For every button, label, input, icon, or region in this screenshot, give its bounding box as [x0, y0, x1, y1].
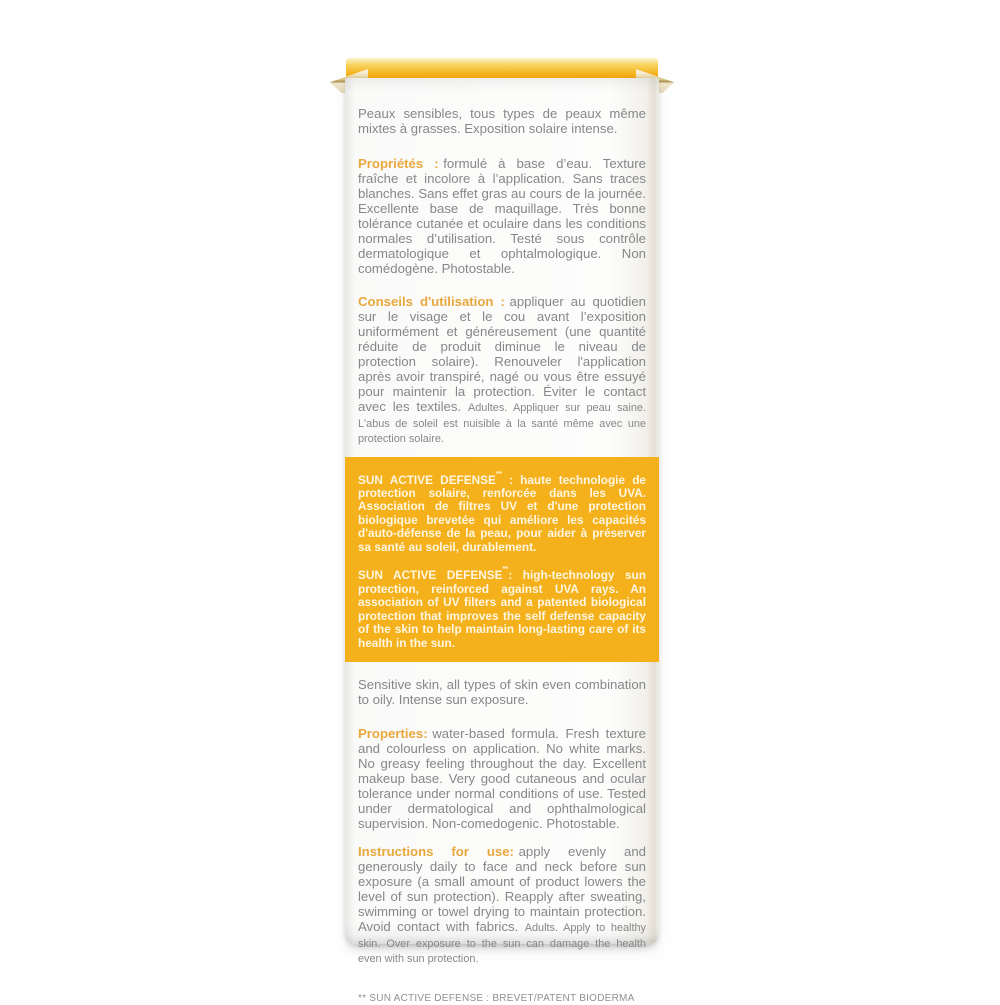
usage-heading-fr: Conseils d'utilisation : [358, 294, 505, 309]
usage-warning-fr: Adultes. Appliquer sur peau saine. L'abus de soleil est nuisible à la santé même avec une protection solaire. [358, 402, 647, 445]
band-brand-en: SUN ACTIVE DEFENSE [358, 568, 503, 583]
band-body-fr: haute technologie de protection solaire, renforcée dans les UVA. Association de filtres UV et d'une protection biologique brevetée qui améliore les capacités d'auto-défense de la peau, pour aider à préserver sa santé au soleil, durablement. [358, 472, 646, 554]
english-text-section [345, 677, 659, 1005]
properties-paragraph-en [358, 726, 646, 831]
french-text-section [345, 106, 659, 446]
box-back-panel [345, 78, 659, 1004]
band-separator-fr: : [501, 472, 521, 487]
properties-heading-en: Properties: [358, 726, 428, 742]
properties-body-fr: formulé à base d’eau. Texture fraîche et incolore à l’application. Sans traces blanches. Sans effet gras au cours de la journée. Excellente base de maquillage. Très bonne tolérance cutanée et oculaire dans les conditions normales d’utilisation. Testé sous contrôle dermatologique et ophtalmologique. Non comédogène. Photostable. [358, 156, 646, 276]
properties-body-en: water-based formula. Fresh texture and colourless on application. No white marks. No greasy feeling throughout the day. Excellent makeup base. Very good cutaneous and ocular tolerance under normal conditions of use. Tested under dermatological and ophthalmological supervision. Non-comedogenic. Photostable. [358, 726, 646, 832]
properties-paragraph-fr [358, 156, 646, 276]
instructions-warning-en: Adults. Apply to healthy skin. Over exposure to the sun can damage the health even with sun protection. [358, 922, 646, 966]
instructions-paragraph-en [358, 844, 646, 966]
product-box [345, 58, 659, 1004]
properties-heading-fr: Propriétés : [358, 156, 439, 171]
band-footnote-marker-en: ** [502, 564, 509, 574]
instructions-body-en: apply evenly and generously daily to face and neck before sun exposure (a small amount of product lowers the level of sun protection). Reapply after sweating, swimming or towel drying to maintain protection. Avoid contact with fabrics. [358, 844, 646, 935]
sun-active-defense-band [345, 457, 659, 663]
skin-type-text-fr: Peaux sensibles, tous types de peaux même mixtes à grasses. Exposition solaire intense. [358, 106, 646, 136]
usage-paragraph-fr [358, 294, 646, 446]
band-footnote-marker-fr: ** [495, 468, 502, 478]
band-body-en: high-technology sun protection, reinforced against UVA rays. An association of UV filters and a patented biological protection that improves the self defense capacity of the skin to help maintain long-lasting care of its health in the sun. [358, 568, 646, 650]
usage-body-fr: appliquer au quotidien sur le visage et le cou avant l’exposition uniformément et généreusement (une quantité réduite de produit diminue le niveau de protection solaire). Renouveler l'application après avoir transpiré, nagé ou vous être essuyé pour maintenir la protection. Éviter le contact avec les textiles. [358, 294, 646, 414]
patent-footnote: ** SUN ACTIVE DEFENSE : BREVET/PATENT BIODERMA [358, 992, 635, 1004]
band-paragraph-en [358, 565, 646, 650]
band-brand-fr: SUN ACTIVE DEFENSE [358, 472, 496, 487]
skin-type-text-en: Sensitive skin, all types of skin even combination to oily. Intense sun exposure. [358, 677, 646, 708]
instructions-heading-en: Instructions for use: [358, 844, 514, 860]
band-separator-en: : [508, 568, 523, 583]
band-paragraph-fr [358, 470, 646, 555]
